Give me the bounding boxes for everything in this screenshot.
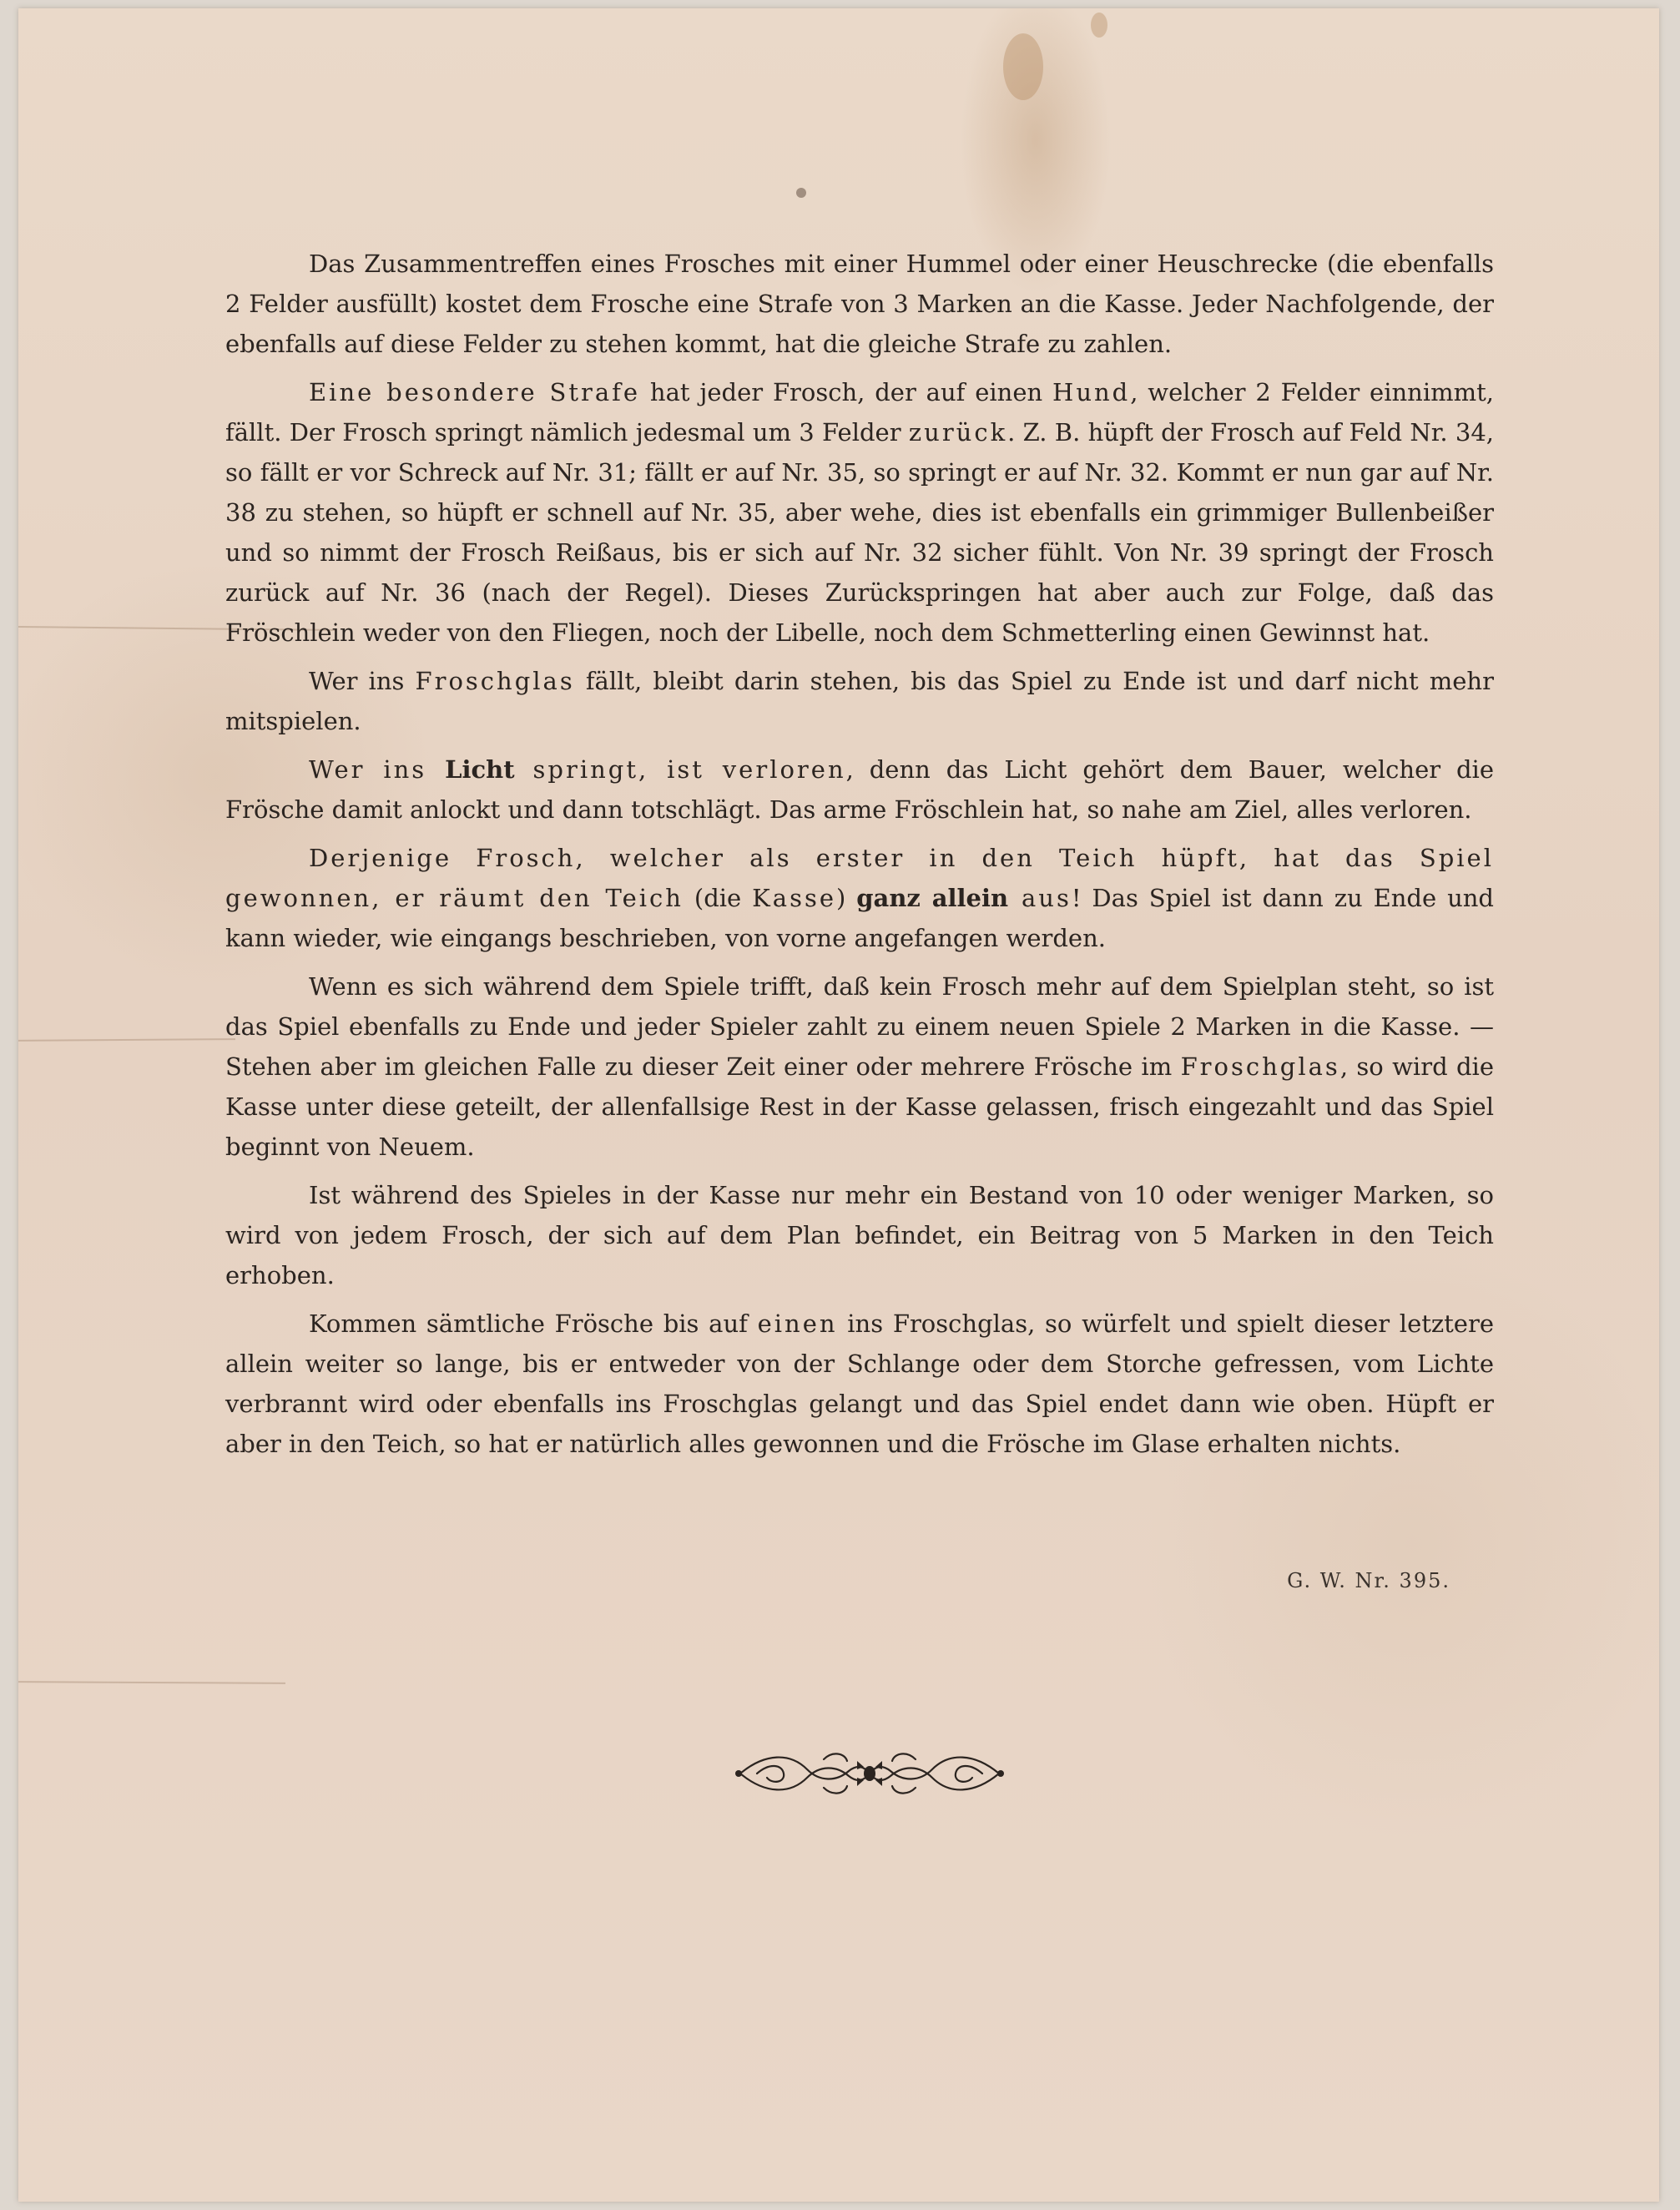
spaced-emphasis-text: Froschglas	[415, 667, 575, 695]
spaced-emphasis-text: Derjenige Frosch, welcher als erster in den Teich hüpft, hat das Spiel gewonnen, er räumt den Teich	[225, 844, 1494, 912]
spaced-emphasis-text: springt, ist verloren	[514, 755, 846, 784]
spaced-emphasis-text: aus	[1008, 884, 1072, 912]
stain-dot-small	[796, 188, 806, 198]
rules-paragraph	[225, 749, 1494, 830]
rules-paragraph	[225, 372, 1494, 653]
spaced-emphasis-text: Wer ins	[309, 755, 446, 784]
paragraph-text: Wer ins	[309, 667, 416, 695]
paragraph-text: Wenn es sich während dem Spiele trifft, daß kein Frosch mehr auf dem Spielplan steht, so ist das Spiel ebenfalls zu Ende und jeder Spieler zahlt zu einem neuen Spiele 2 Marken in die Kasse. — Stehen aber im gleichen Falle zu dieser Zeit einer oder mehrere Frösche im	[225, 972, 1494, 1081]
spaced-emphasis-text: zurück	[908, 418, 1008, 447]
fold-crease	[18, 1038, 235, 1042]
spaced-emphasis-text: Froschglas	[1180, 1052, 1340, 1081]
paragraph-text: )	[836, 884, 857, 912]
paragraph-text: . Z. B. hüpft der Frosch auf Feld Nr. 34, so fällt er vor Schreck auf Nr. 31; fällt er auf Nr. 35, so springt er auf Nr. 32. Kommt er nun gar auf Nr. 38 zu stehen, so hüpft er schnell auf Nr. 35, aber wehe, dies ist ebenfalls ein grimmiger Bullenbeißer und so nimmt der Frosch Reißaus, bis er sich auf Nr. 32 sicher fühlt. Von Nr. 39 springt der Frosch zurück auf Nr. 36 (nach der Regel). Dieses Zurückspringen hat aber auch zur Folge, daß das Fröschlein weder von den Fliegen, noch der Libelle, noch dem Schmetterling einen Gewinnst hat.	[225, 418, 1495, 647]
spaced-emphasis-text: Hund	[1052, 378, 1131, 406]
bold-text: ganz allein	[856, 884, 1009, 912]
paragraph-text: , denn das Licht gehört dem Bauer, welcher die Frösche damit anlockt und dann totschlägt. Das arme Fröschlein hat, so nahe am Ziel, alles verloren.	[225, 755, 1494, 824]
stain-dot	[1091, 13, 1107, 38]
paragraph-text: , so wird die Kasse unter diese geteilt, der allenfallsige Rest in der Kasse gelassen, frisch eingezahlt und das Spiel beginnt von Neuem.	[225, 1052, 1494, 1161]
paragraph-text: Das Zusammentreffen eines Frosches mit einer Hummel oder einer Heuschrecke (die ebenfalls 2 Felder ausfüllt) kostet dem Frosche eine Strafe von 3 Marken an die Kasse. Jeder Nachfolgende, der ebenfalls auf diese Felder zu stehen kommt, hat die gleiche Strafe zu zahlen.	[225, 250, 1494, 358]
paragraph-text: hat jeder Frosch, der auf einen	[640, 378, 1053, 406]
rules-paragraph	[225, 838, 1494, 958]
paper-page	[18, 8, 1659, 2202]
paragraph-text: fällt, bleibt darin stehen, bis das Spiel zu Ende ist und darf nicht mehr mitspielen.	[225, 667, 1494, 735]
paragraph-text: , welcher 2 Felder einnimmt, fällt. Der Frosch springt nämlich jedesmal um 3 Felder	[225, 378, 1494, 447]
paragraph-text: (die	[683, 884, 753, 912]
rules-text	[225, 244, 1494, 1472]
rules-paragraph	[225, 661, 1494, 741]
paragraph-text: ! Das Spiel ist dann zu Ende und kann wieder, wie eingangs beschrieben, von vorne angefangen werden.	[225, 884, 1494, 952]
rules-paragraph	[225, 1304, 1494, 1464]
paragraph-text: Ist während des Spieles in der Kasse nur mehr ein Bestand von 10 oder weniger Marken, so wird von jedem Frosch, der sich auf dem Plan befindet, ein Beitrag von 5 Marken in den Teich erhoben.	[225, 1181, 1494, 1289]
bold-text: Licht	[445, 755, 515, 784]
fold-crease	[18, 1681, 285, 1684]
rules-paragraph	[225, 1175, 1494, 1295]
rules-paragraph	[225, 244, 1494, 364]
print-signature: G. W. Nr. 395.	[1287, 1569, 1450, 1592]
ornament-flourish	[732, 1744, 1007, 1803]
spaced-emphasis-text: Eine besondere Strafe	[309, 378, 641, 406]
stain-mark	[1003, 33, 1043, 100]
spaced-emphasis-text: einen	[757, 1309, 838, 1338]
paragraph-text: Kommen sämtliche Frösche bis auf	[309, 1309, 758, 1338]
paragraph-text: ins Froschglas, so würfelt und spielt dieser letztere allein weiter so lange, bis er entweder von der Schlange oder dem Storche gefressen, vom Lichte verbrannt wird oder ebenfalls ins Froschglas gelangt und das Spiel endet dann wie oben. Hüpft er aber in den Teich, so hat er natürlich alles gewonnen und die Frösche im Glase erhalten nichts.	[225, 1309, 1494, 1458]
spaced-emphasis-text: Kasse	[752, 884, 837, 912]
rules-paragraph	[225, 966, 1494, 1167]
